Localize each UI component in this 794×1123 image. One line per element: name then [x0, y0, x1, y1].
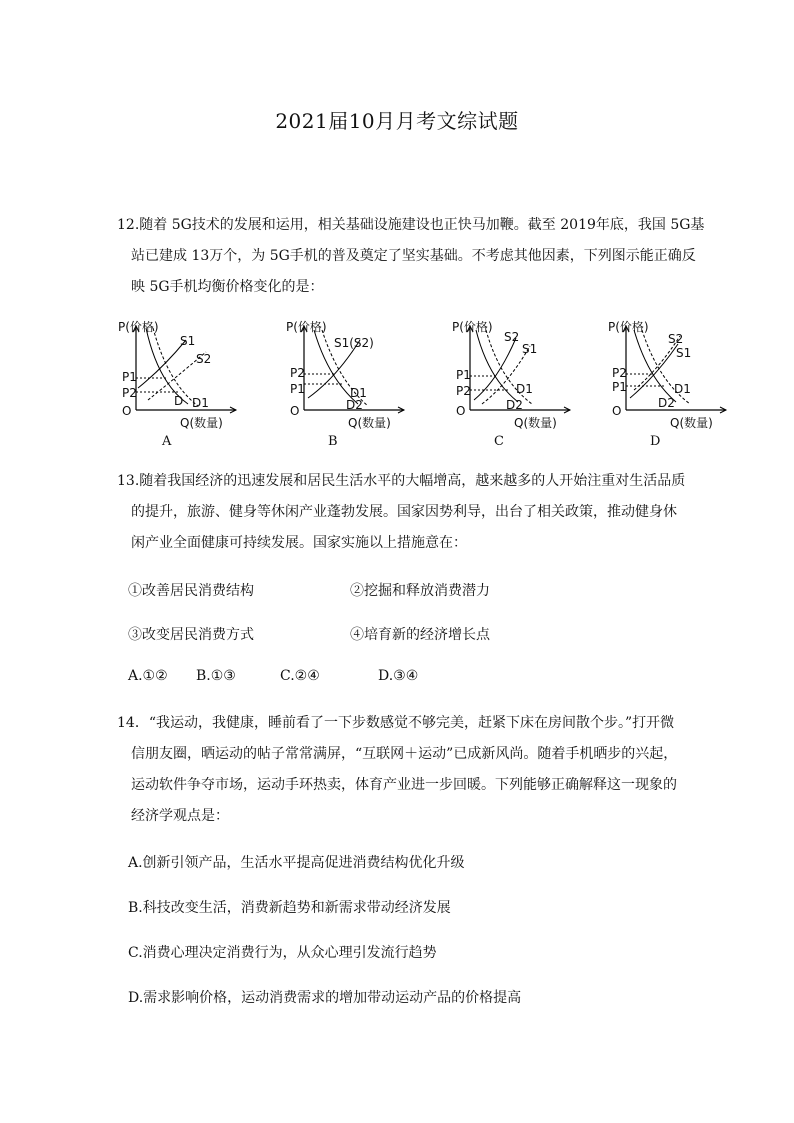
supply-label: S2 [668, 332, 684, 346]
supply-label: S1(S2) [334, 336, 374, 350]
answer-choice: A.①② [128, 668, 168, 684]
price-label: P2 [456, 384, 471, 398]
answer-choice: B.科技改变生活，消费新趋势和新需求带动经济发展 [128, 900, 451, 916]
question-13-line: 的提升，旅游、健身等休闲产业蓬勃发展。国家因势利导，出台了相关政策，推动健身休 [131, 504, 677, 520]
origin-label: O [612, 404, 622, 418]
answer-choice: D.③④ [378, 668, 419, 684]
question-14-line: 经济学观点是： [131, 808, 229, 824]
question-12-line: 站已建成 13万个，为 5G手机的普及奠定了坚实基础。不考虑其他因素，下列图示能正确反 [131, 248, 696, 264]
answer-choice: A.创新引领产品，生活水平提高促进消费结构优化升级 [128, 855, 465, 871]
price-label: P1 [122, 370, 137, 384]
graph-caption: A [162, 434, 172, 449]
x-axis-label: Q(数量) [348, 416, 391, 430]
origin-label: O [290, 404, 300, 418]
x-axis-label: Q(数量) [180, 416, 223, 430]
demand-label: D1 [350, 386, 367, 400]
demand-label: D2 [658, 396, 675, 410]
question-12 [117, 210, 705, 303]
graph-caption: D [650, 434, 661, 449]
price-label: P2 [122, 386, 137, 400]
graph-d [608, 318, 738, 448]
x-axis-label: Q(数量) [514, 416, 557, 430]
answer-choice: C.②④ [280, 668, 320, 684]
price-label: P1 [456, 368, 471, 382]
graph-c [452, 318, 582, 448]
demand-label: D2 [346, 398, 363, 412]
supply-label: S2 [196, 352, 212, 366]
question-12-line: 12.随着 5G技术的发展和运用，相关基础设施建设也正快马加鞭。截至 2019年底，我国 5G基 [117, 217, 705, 233]
question-14-line: 信朋友圈，晒运动的帖子常常满屏，“互联网＋运动”已成新风尚。随着手机晒步的兴起， [131, 746, 678, 762]
price-label: P1 [290, 382, 305, 396]
graph-caption: C [494, 434, 504, 449]
question-12-line: 映 5G手机均衡价格变化的是： [131, 279, 324, 295]
question-13-line: 13.随着我国经济的迅速发展和居民生活水平的大幅增高，越来越多的人开始注重对生活品质 [117, 473, 686, 489]
supply-label: S1 [180, 334, 196, 348]
question-13 [117, 466, 687, 559]
answer-choice: B.①③ [196, 668, 236, 684]
price-label: P1 [612, 380, 627, 394]
x-axis-label: Q(数量) [670, 416, 713, 430]
price-label: P2 [612, 366, 627, 380]
demand-label: D [174, 394, 184, 408]
statement-item: ①改善居民消费结构 [128, 583, 254, 599]
question-14-line: 运动软件争夺市场，运动手环热卖，体育产业进一步回暖。下列能够正确解释这一现象的 [131, 777, 677, 793]
page-title: 2021届10月月考文综试题 [275, 109, 519, 133]
demand-label: D1 [516, 382, 533, 396]
y-axis-label: P(价格) [608, 320, 649, 334]
origin-label: O [456, 404, 466, 418]
answer-choice: C.消费心理决定消费行为，从众心理引发流行趋势 [128, 945, 437, 961]
price-label: P2 [290, 366, 305, 380]
supply-label: S1 [676, 346, 692, 360]
demand-label: D1 [674, 382, 691, 396]
answer-choice: D.需求影响价格，运动消费需求的增加带动运动产品的价格提高 [128, 990, 522, 1006]
statement-item: ③改变居民消费方式 [128, 627, 254, 643]
origin-label: O [122, 404, 132, 418]
y-axis-label: P(价格) [452, 320, 493, 334]
statement-item: ④培育新的经济增长点 [350, 627, 490, 643]
question-14 [117, 708, 687, 832]
graph-caption: B [328, 434, 338, 449]
supply-label: S1 [522, 342, 538, 356]
y-axis-label: P(价格) [286, 320, 327, 334]
supply-label: S2 [504, 330, 520, 344]
graph-b [286, 318, 416, 448]
demand-label: D1 [192, 396, 209, 410]
question-14-line: 14．“我运动，我健康，睡前看了一下步数感觉不够完美，赶紧下床在房间散个步。”打开微 [117, 715, 675, 731]
y-axis-label: P(价格) [118, 320, 159, 334]
statement-item: ②挖掘和释放消费潜力 [350, 583, 490, 599]
graph-a [118, 318, 248, 448]
demand-label: D2 [506, 398, 523, 412]
question-13-line: 闲产业全面健康可持续发展。国家实施以上措施意在： [131, 535, 467, 551]
